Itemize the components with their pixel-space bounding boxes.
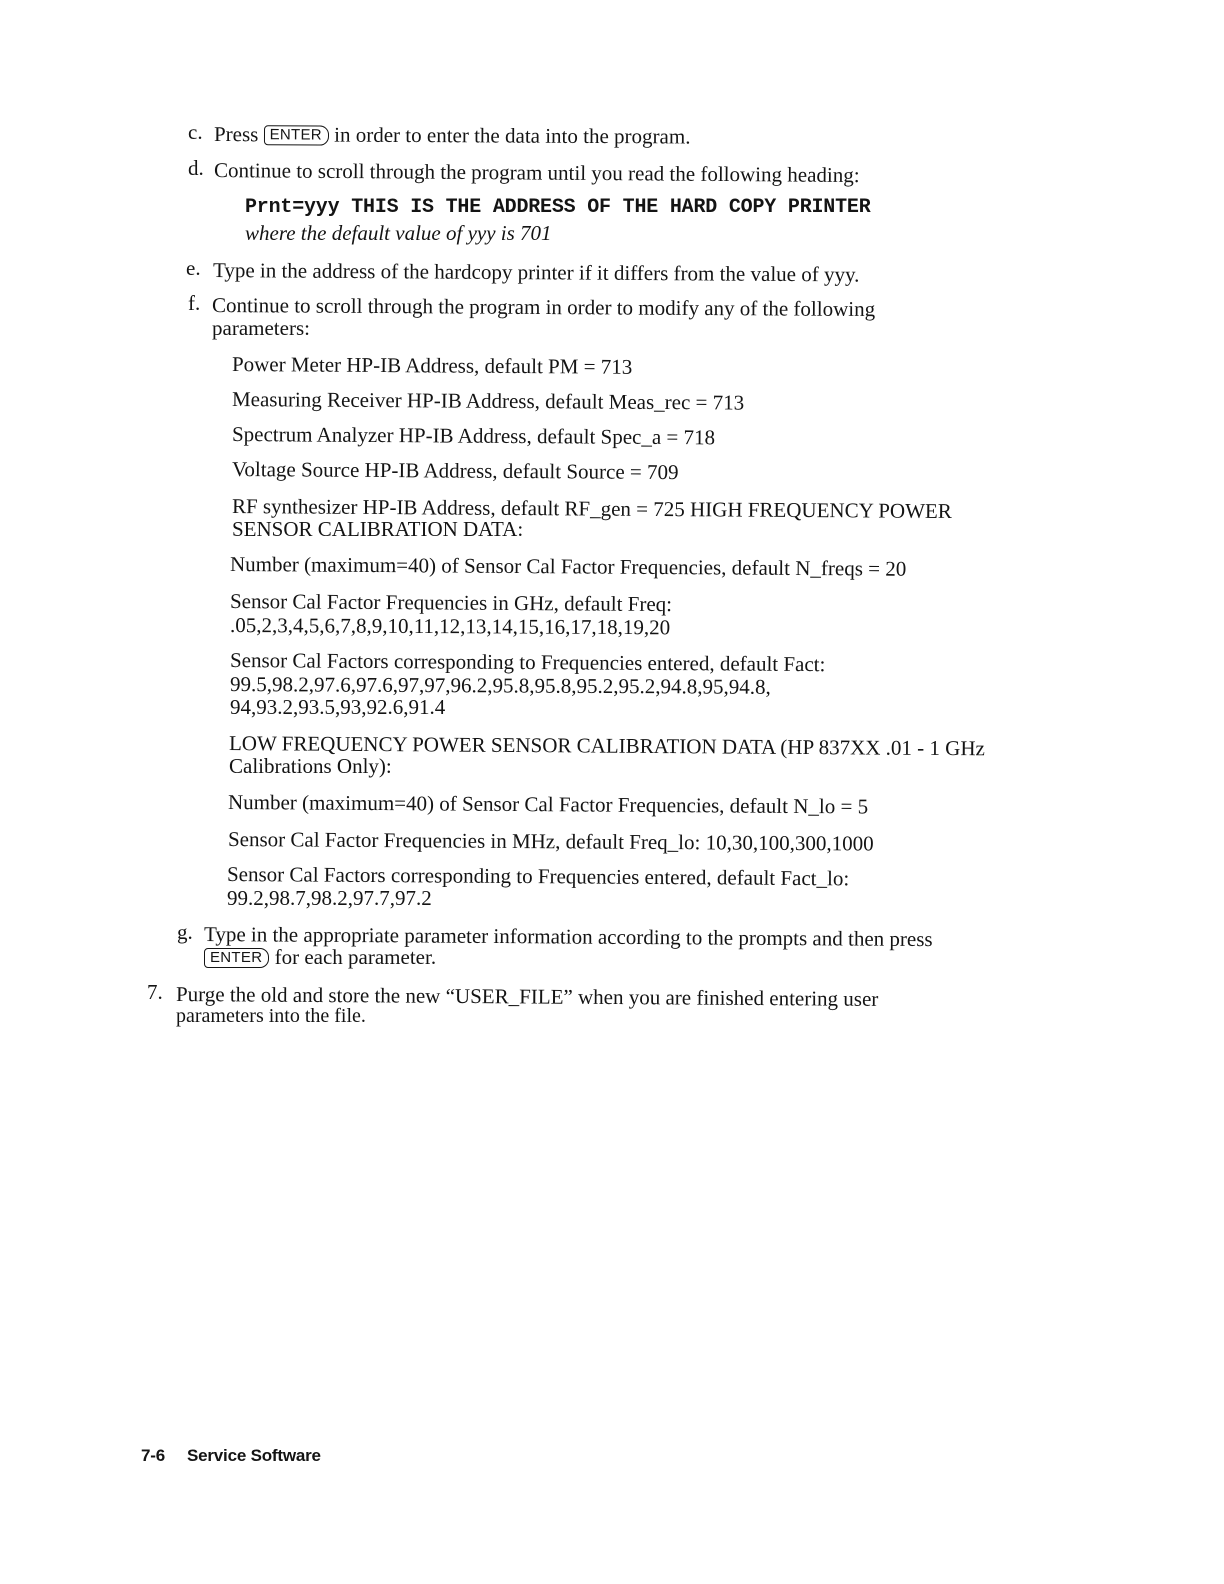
step-7-line2: parameters into the file.	[176, 1005, 366, 1027]
step-d-label: d.	[188, 156, 204, 180]
param-rf-synth-line1: RF synthesizer HP-IB Address, default RF_gen = 725 HIGH FREQUENCY POWER	[231, 494, 952, 524]
step-e-label: e.	[186, 256, 201, 280]
printer-default-note: where the default value of yyy is 701	[245, 221, 552, 245]
param-power-meter: Power Meter HP-IB Address, default PM = 713	[231, 352, 633, 379]
param-fact-line1: Sensor Cal Factors corresponding to Frequencies entered, default Fact:	[229, 648, 826, 677]
section-title: Service Software	[186, 1446, 321, 1465]
page-number: 7-6	[141, 1446, 165, 1465]
param-voltage-source: Voltage Source HP-IB Address, default Source = 709	[231, 457, 679, 485]
step-c-label: c.	[188, 120, 203, 144]
param-low-freq-line2: Calibrations Only):	[229, 754, 392, 778]
step-f-label: f.	[188, 291, 201, 315]
param-fact-lo-line1: Sensor Cal Factors corresponding to Frequencies entered, default Fact_lo:	[226, 862, 850, 891]
param-spectrum-analyzer: Spectrum Analyzer HP-IB Address, default Spec_a = 718	[231, 422, 716, 450]
param-fact-values-2: 94,93.2,93.5,93,92.6,91.4	[230, 695, 446, 719]
param-fact-lo-values: 99.2,98.7,98.2,97.7,97.2	[227, 886, 432, 910]
step-f-line1: Continue to scroll through the program in order to modify any of the following	[211, 293, 876, 322]
printer-address-heading: Prnt=yyy THIS IS THE ADDRESS OF THE HARD COPY PRINTER	[245, 196, 871, 219]
page-footer	[141, 1444, 321, 1467]
step-f-line2: parameters:	[212, 316, 310, 340]
enter-key-icon: ENTER	[204, 948, 269, 968]
step-c-post: in order to enter the data into the program.	[334, 122, 691, 149]
step-7-label: 7.	[147, 980, 163, 1004]
step-c-text	[214, 123, 691, 148]
enter-key-icon: ENTER	[264, 125, 329, 145]
param-fact-values-1: 99.5,98.2,97.6,97.6,97,97,96.2,95.8,95.8,95.2,95.2,94.8,95,94.8,	[229, 672, 771, 699]
param-freq-lo: Sensor Cal Factor Frequencies in MHz, default Freq_lo: 10,30,100,300,1000	[227, 827, 874, 856]
step-g-line2: for each parameter.	[274, 945, 437, 969]
step-g-label: g.	[177, 920, 193, 944]
param-freq-values: .05,2,3,4,5,6,7,8,9,10,11,12,13,14,15,16,17,18,19,20	[229, 613, 671, 640]
param-n-freqs: Number (maximum=40) of Sensor Cal Factor Frequencies, default N_freqs = 20	[229, 552, 907, 581]
step-g-line2-wrap	[204, 946, 436, 969]
param-rf-synth-line2: SENSOR CALIBRATION DATA:	[232, 517, 524, 541]
step-e-text: Type in the address of the hardcopy printer if it differs from the value of yyy.	[212, 258, 860, 287]
step-g-line1: Type in the appropriate parameter information according to the prompts and then press	[203, 922, 933, 952]
step-7-line1: Purge the old and store the new “USER_FILE” when you are finished entering user	[175, 982, 879, 1011]
step-c-pre: Press	[213, 122, 259, 147]
param-measuring-receiver: Measuring Receiver HP-IB Address, default Meas_rec = 713	[231, 387, 745, 415]
step-d-text: Continue to scroll through the program until you read the following heading:	[213, 158, 860, 188]
param-freq-line1: Sensor Cal Factor Frequencies in GHz, default Freq:	[229, 589, 673, 617]
param-n-lo: Number (maximum=40) of Sensor Cal Factor Frequencies, default N_lo = 5	[227, 790, 869, 819]
param-low-freq-line1: LOW FREQUENCY POWER SENSOR CALIBRATION DATA (HP 837XX .01 - 1 GHz	[228, 731, 985, 761]
